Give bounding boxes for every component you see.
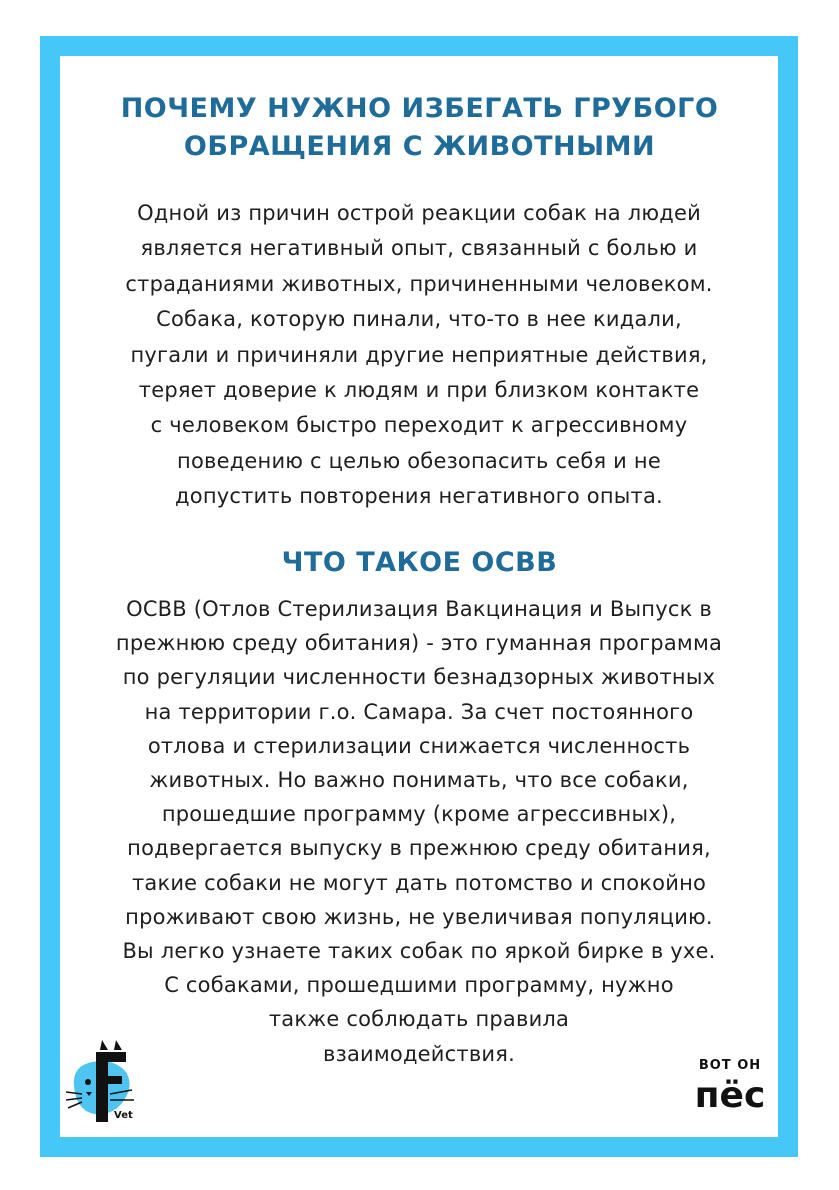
body-line: прошедшие программу (кроме агрессивных), <box>161 802 677 827</box>
vet-logo-text: Vet <box>114 1110 133 1121</box>
section1-title <box>0 90 839 166</box>
body-line: пугали и причиняли другие неприятные действия, <box>130 342 708 367</box>
brand-big-text: пёс <box>694 1075 766 1116</box>
body-line: взаимодействия. <box>323 1041 515 1066</box>
body-line: страданиями животных, причиненными человеком. <box>125 271 713 296</box>
body-line: на территории г.о. Самара. За счет постоянного <box>144 699 694 724</box>
body-line: С собаками, прошедшими программу, нужно <box>164 973 674 998</box>
section1-title-line: ПОЧЕМУ НУЖНО ИЗБЕГАТЬ ГРУБОГО <box>120 93 719 124</box>
body-line: является негативный опыт, связанный с болью и <box>140 236 698 261</box>
body-line: прежнюю среду обитания) - это гуманная программа <box>115 631 723 656</box>
body-line: также соблюдать правила <box>268 1007 570 1032</box>
body-line: с человеком быстро переходит к агрессивному <box>150 413 688 438</box>
body-line: по регуляции численности безнадзорных животных <box>122 665 716 690</box>
body-line: Одной из причин острой реакции собак на людей <box>137 201 701 225</box>
section1-body <box>64 196 774 515</box>
body-line: такие собаки не могут дать потомство и спокойно <box>131 870 707 895</box>
body-line: проживают свою жизнь, не увеличивая популяцию. <box>125 904 713 929</box>
body-line: теряет доверие к людям и при близком контакте <box>138 378 700 403</box>
body-line: поведению с целью обезопасить себя и не <box>177 448 661 473</box>
cat-logo-icon <box>64 1036 136 1128</box>
body-line: Собака, которую пинали, что-то в нее кидали, <box>156 307 682 332</box>
vet-cat-logo <box>64 1036 136 1128</box>
body-line: Вы легко узнаете таких собак по яркой бирке в ухе. <box>122 939 716 964</box>
section2-body <box>64 592 774 1071</box>
section2-title: ЧТО ТАКОЕ ОСВВ <box>281 547 558 578</box>
vot-on-pes-logo <box>693 1058 767 1124</box>
body-line: животных. Но важно понимать, что все собаки, <box>149 768 689 793</box>
brand-small-text: ВОТ ОН <box>698 1058 762 1073</box>
body-line: ОСВВ (Отлов Стерилизация Вакцинация и Выпуск в <box>126 597 712 621</box>
body-line: отлова и стерилизации снижается численность <box>147 733 691 758</box>
body-line: допустить повторения негативного опыта. <box>175 484 663 509</box>
section1-title-line: ОБРАЩЕНИЯ С ЖИВОТНЫМИ <box>183 131 656 162</box>
body-line: подвергается выпуску в прежнюю среду обитания, <box>127 836 711 861</box>
